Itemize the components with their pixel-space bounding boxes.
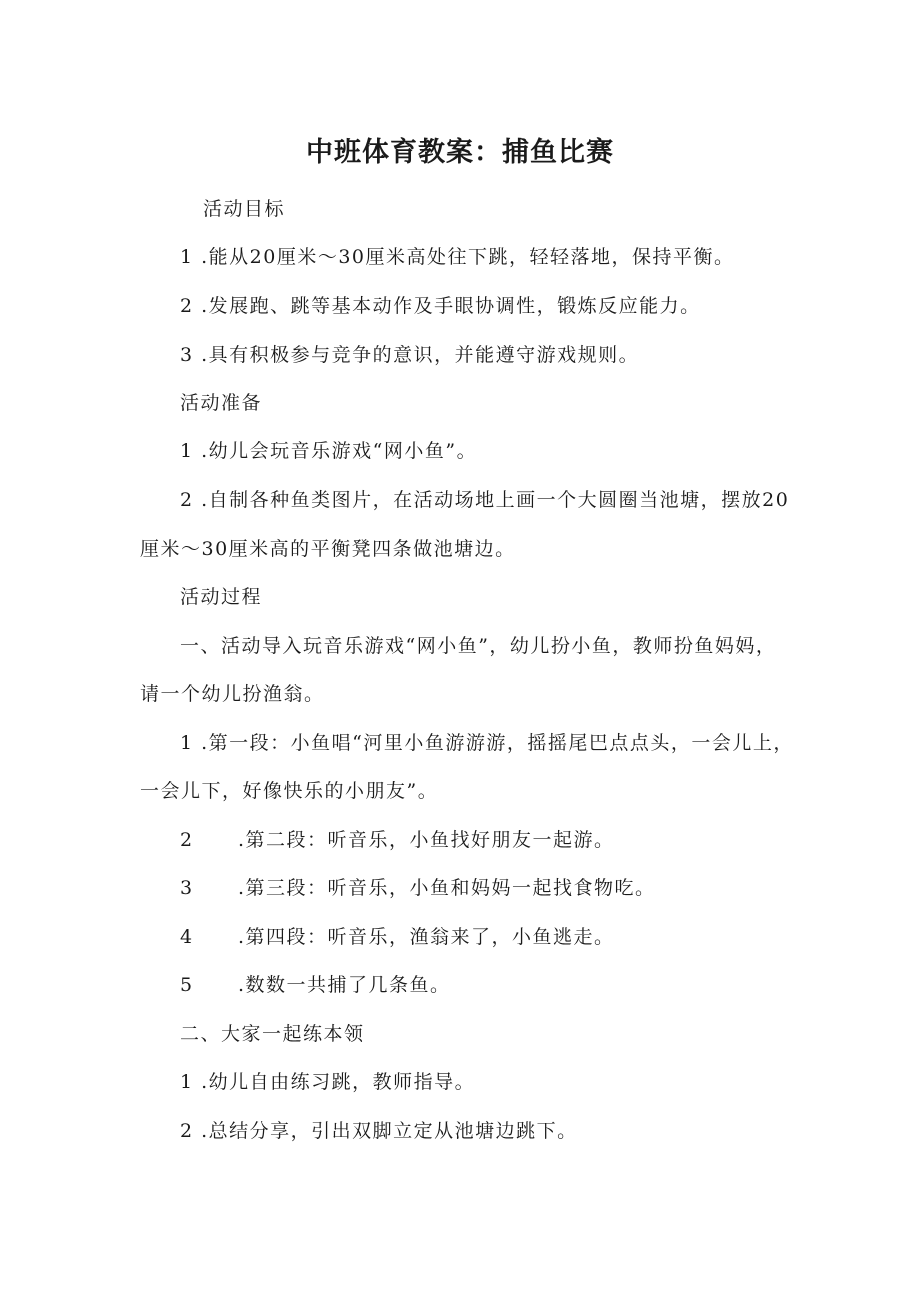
step-text: .第四段：听音乐，渔翁来了，小鱼逃走。 xyxy=(238,926,615,948)
process-step-1-continued: 一会儿下，好像快乐的小朋友”。 xyxy=(140,780,439,802)
prep-item-2: 2 .自制各种鱼类图片，在活动场地上画一个大圆圈当池塘，摆放20 xyxy=(180,489,790,511)
process-step-2 xyxy=(180,825,615,855)
process-part2-item-1: 1 .幼儿自由练习跳，教师指导。 xyxy=(180,1071,476,1093)
document-title: 中班体育教案：捕鱼比赛 xyxy=(306,137,614,168)
process-step-5 xyxy=(180,970,451,1000)
goals-heading: 活动目标 xyxy=(203,198,286,220)
prep-heading: 活动准备 xyxy=(180,392,263,414)
step-text: .数数一共捕了几条鱼。 xyxy=(238,974,451,996)
step-number: 3 xyxy=(180,877,194,899)
process-step-4 xyxy=(180,922,615,952)
process-part1-intro-continued: 请一个幼儿扮渔翁。 xyxy=(140,683,325,705)
prep-item-2-continued: 厘米～30厘米高的平衡凳四条做池塘边。 xyxy=(140,538,516,560)
goal-item-2: 2 .发展跑、跳等基本动作及手眼协调性，锻炼反应能力。 xyxy=(180,295,701,317)
step-text: .第三段：听音乐，小鱼和妈妈一起找食物吃。 xyxy=(238,877,656,899)
process-step-3 xyxy=(180,873,656,903)
prep-item-1: 1 .幼儿会玩音乐游戏“网小鱼”。 xyxy=(180,440,478,462)
goal-item-1: 1 .能从20厘米～30厘米高处往下跳，轻轻落地，保持平衡。 xyxy=(180,246,735,268)
step-number: 4 xyxy=(180,926,194,948)
step-text: .第二段：听音乐，小鱼找好朋友一起游。 xyxy=(238,829,615,851)
process-step-1: 1 .第一段：小鱼唱“河里小鱼游游游，摇摇尾巴点点头，一会儿上， xyxy=(180,732,794,754)
process-part2-heading: 二、大家一起练本领 xyxy=(180,1023,365,1045)
process-part2-item-2: 2 .总结分享，引出双脚立定从池塘边跳下。 xyxy=(180,1120,578,1142)
step-number: 5 xyxy=(180,974,194,996)
step-number: 2 xyxy=(180,829,194,851)
process-heading: 活动过程 xyxy=(180,586,263,608)
goal-item-3: 3 .具有积极参与竞争的意识，并能遵守游戏规则。 xyxy=(180,344,640,366)
process-part1-intro: 一、活动导入玩音乐游戏“网小鱼”，幼儿扮小鱼，教师扮鱼妈妈， xyxy=(180,635,777,657)
